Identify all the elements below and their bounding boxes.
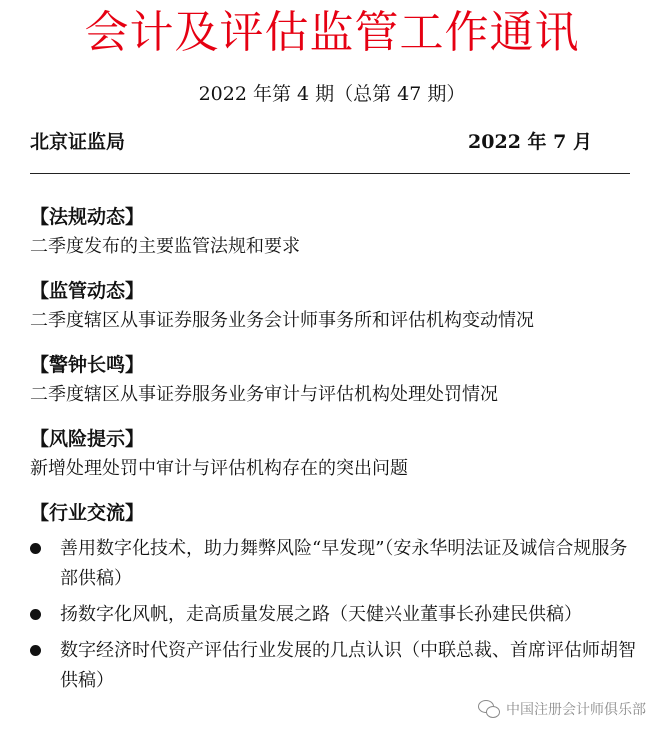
issue-date: 2022 年 7 月: [468, 131, 592, 153]
section-heading: 【风险提示】: [30, 428, 145, 450]
section-item: 二季度发布的主要监管法规和要求: [30, 236, 300, 257]
bullet-icon: [30, 543, 41, 554]
section-heading: 【监管动态】: [30, 280, 145, 302]
wechat-icon: [478, 700, 500, 718]
exchange-list: [30, 534, 640, 696]
section-risk-alerts: [30, 424, 640, 484]
section-regulations: [30, 202, 640, 262]
watermark-text: 中国注册会计师俱乐部: [506, 702, 646, 718]
list-item-text: 数字经济时代资产评估行业发展的几点认识（中联总裁、首席评估师胡智供稿）: [60, 640, 636, 691]
bullet-icon: [30, 645, 41, 656]
list-item-text: 善用数字化技术，助力舞弊风险“早发现”（安永华明法证及诚信合规服务部供稿）: [60, 538, 628, 589]
newsletter-title: 会计及评估监管工作通讯: [84, 7, 580, 58]
list-item: [30, 534, 640, 594]
section-item: 二季度辖区从事证券服务业务审计与评估机构处理处罚情况: [30, 384, 498, 405]
list-item: [30, 600, 640, 630]
section-supervision: [30, 276, 640, 336]
list-item-text: 扬数字化风帆，走高质量发展之路（天健兴业董事长孙建民供稿）: [60, 604, 582, 625]
table-of-contents: [30, 202, 640, 696]
watermark: [478, 699, 646, 719]
section-industry-exchange: [30, 498, 640, 696]
section-heading: 【警钟长鸣】: [30, 354, 145, 376]
section-warnings: [30, 350, 640, 410]
section-heading: 【法规动态】: [30, 206, 145, 228]
bullet-icon: [30, 609, 41, 620]
issuing-organization: 北京证监局: [30, 131, 126, 153]
issue-number: 2022 年第 4 期（总第 47 期）: [198, 83, 466, 105]
list-item: [30, 636, 640, 696]
section-heading: 【行业交流】: [30, 502, 145, 524]
header-divider: [30, 173, 630, 174]
section-item: 新增处理处罚中审计与评估机构存在的突出问题: [30, 458, 408, 479]
section-item: 二季度辖区从事证券服务业务会计师事务所和评估机构变动情况: [30, 310, 534, 331]
